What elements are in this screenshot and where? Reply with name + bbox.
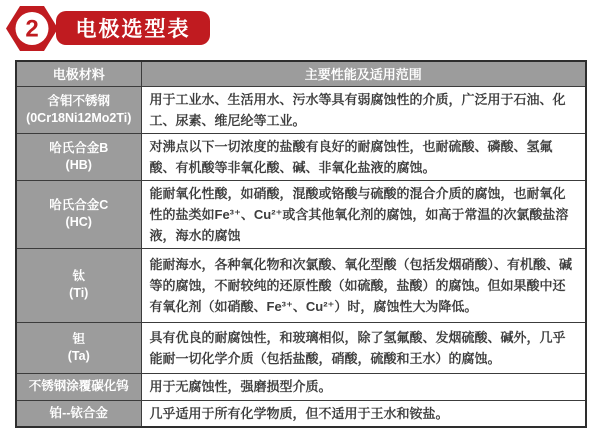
page-header: [0, 0, 600, 58]
material-cell: [16, 248, 141, 322]
material-code: (HC): [65, 215, 92, 229]
description-cell: 几乎适用于所有化学物质，但不适用于王水和铵盐。: [141, 400, 586, 427]
material-code: (HB): [65, 157, 92, 172]
material-cell: [16, 322, 141, 373]
description-cell: 具有优良的耐腐蚀性，和玻璃相似，除了氢氟酸、发烟硫酸、碱外，几乎能耐一切化学介质（包括盐酸，硝酸，硫酸和王水）的腐蚀。: [141, 322, 586, 373]
table-row: [16, 180, 586, 248]
column-header-material: 电极材料: [16, 61, 141, 86]
material-cell: [16, 400, 141, 427]
page-title-label: 电极选型表: [75, 18, 191, 41]
material-code: (Ti): [69, 286, 89, 300]
material-cell: [16, 180, 141, 248]
material-name: 钽: [72, 331, 85, 346]
material-cell: [16, 86, 141, 133]
description-cell: 能耐海水，各种氧化物和次氯酸、氧化型酸（包括发烟硝酸）、有机酸、碱等的腐蚀，不耐较纯的还原性酸（如硫酸，盐酸）的腐蚀。但如果酸中还有氧化剂（如硝酸、Fe³⁺、Cu²⁺）时，腐蚀性大为降低。: [141, 248, 586, 322]
column-header-performance: 主要性能及适用范围: [141, 61, 586, 86]
electrode-selection-table: [15, 60, 587, 428]
description-cell: 用于工业水、生活用水、污水等具有弱腐蚀性的介质，广泛用于石油、化工、尿素、维尼纶等工业。: [141, 86, 586, 133]
description-cell: 用于无腐蚀性，强磨损型介质。: [141, 373, 586, 400]
table-row: [16, 133, 586, 180]
table-row: [16, 322, 586, 373]
table-row: [16, 248, 586, 322]
description-cell: 对沸点以下一切浓度的盐酸有良好的耐腐蚀性，也耐硫酸、磷酸、氢氟酸、有机酸等非氧化酸、碱、非氧化盐液的腐蚀。: [141, 133, 586, 180]
material-name: 不锈钢涂覆碳化钨: [28, 379, 129, 393]
material-cell: [16, 133, 141, 180]
table-row: [16, 373, 586, 400]
table-row: [16, 86, 586, 133]
material-name: 含钼不锈钢: [47, 93, 110, 108]
material-name: 钛: [72, 269, 85, 283]
material-cell: [16, 373, 141, 400]
material-name: 哈氏合金C: [49, 198, 109, 212]
table-row: [16, 400, 586, 427]
material-code: (Ta): [67, 348, 90, 363]
page-title: [56, 11, 210, 45]
badge-number: 2: [25, 15, 39, 43]
material-name: 哈氏合金B: [49, 140, 109, 155]
material-name: 铂--铱合金: [49, 405, 108, 420]
description-cell: 能耐氧化性酸，如硝酸，混酸或铬酸与硫酸的混合介质的腐蚀，也耐氧化性的盐类如Fe³⁺、Cu²⁺或含其他氧化剂的腐蚀，如高于常温的次氯酸盐溶液，海水的腐蚀: [141, 180, 586, 248]
section-number-badge: [5, 5, 59, 52]
material-code: (0Cr18Ni12Mo2Ti): [26, 110, 132, 125]
table-header-row: [16, 61, 586, 86]
